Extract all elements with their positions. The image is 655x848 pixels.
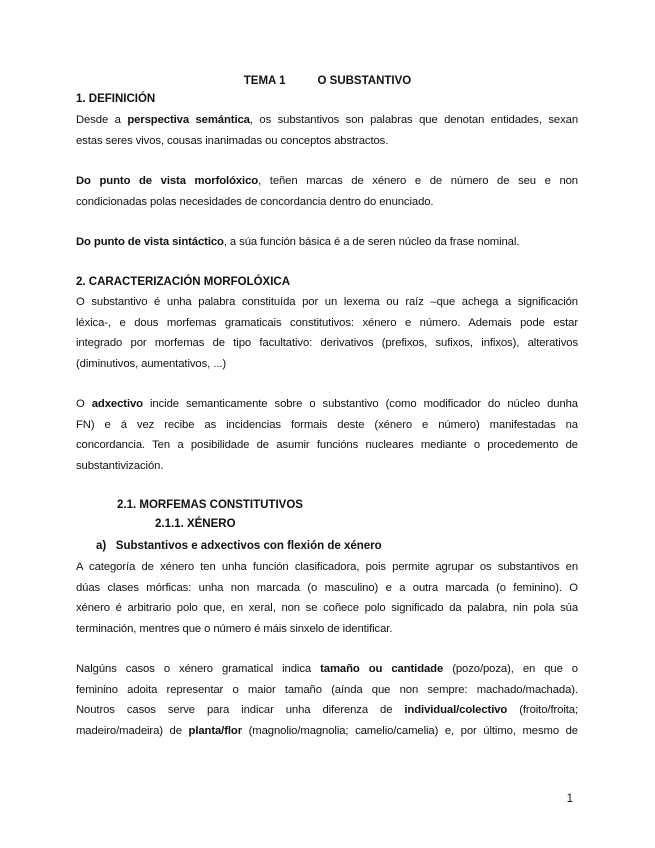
title-name: O SUBSTANTIVO xyxy=(317,75,412,87)
text-line: dúas clases mórficas: unha non marcada (o masculino) e a outra marcada (o feminino). O xyxy=(76,581,578,594)
document-title xyxy=(0,75,655,87)
text-line: O adxectivo incide semanticamente sobre o substantivo (como modificador do núcleo dunha xyxy=(76,398,578,410)
text-line: terminación, mentres que o número é máis sinxelo de identificar. xyxy=(76,622,393,635)
text-line: O substantivo é unha palabra constituída por un lexema ou raíz –que achega a significación xyxy=(76,296,578,308)
section-2-1-heading: 2.1. MORFEMAS CONSTITUTIVOS xyxy=(117,499,303,511)
title-number: TEMA 1 xyxy=(243,75,286,87)
page-number: 1 xyxy=(566,793,573,805)
text-line: madeiro/madeira) de planta/flor (magnolio/magnolia; camelio/camelia) e, por último, mesmo de xyxy=(76,724,578,737)
section-2-1-paragraph-gender xyxy=(76,557,578,639)
subsection-a-heading: a) Substantivos e adxectivos con flexión de xénero xyxy=(96,540,382,552)
section-2-paragraph-adjective xyxy=(76,394,578,476)
text-line: condicionadas polas necesidades de concordancia dentro do enunciado. xyxy=(76,195,434,208)
section-2-paragraph-substantive xyxy=(76,292,578,374)
text-line: (diminutivos, aumentativos, ...) xyxy=(76,357,226,370)
section-1-heading: 1. DEFINICIÓN xyxy=(76,93,156,105)
text-line: léxica-, e dous morfemas gramaticais constitutivos: xénero e número. Ademais pode estar xyxy=(76,316,578,329)
section-2-heading: 2. CARACTERIZACIÓN MORFOLÓXICA xyxy=(76,276,291,288)
section-1-paragraph-morphological xyxy=(76,171,578,212)
text-line: estas seres vivos, cousas inanimadas ou conceptos abstractos. xyxy=(76,134,389,147)
text-line: substantivización. xyxy=(76,459,164,472)
text-line: A categoría de xénero ten unha función clasificadora, pois permite agrupar os substantivos en xyxy=(76,561,578,573)
section-1-paragraph-semantic xyxy=(76,110,578,151)
text-line: xénero é arbitrario polo que, en xeral, non se coñece polo significado da palabra, nin pola súa xyxy=(76,602,578,614)
text-line: Noutros casos serve para indicar unha diferenza de individual/colectivo (froito/froita; xyxy=(76,704,578,716)
section-1-paragraph-syntactic xyxy=(76,232,578,253)
text-line: concordancia. Ten a posibilidade de asumir funcións nucleares mediante o procedemento de xyxy=(76,439,578,451)
text-line: Desde a perspectiva semántica, os substantivos son palabras que denotan entidades, sexan xyxy=(76,114,578,126)
text-line: Do punto de vista morfolóxico, teñen marcas de xénero e de número de seu e non xyxy=(76,175,578,187)
section-2-1-paragraph-size xyxy=(76,659,578,741)
text-line: FN) e á vez recibe as incidencias formais deste (xénero e número) manifestadas na xyxy=(76,418,578,431)
text-line: feminino adoita representar o maior tamaño (aínda que non sempre: machado/machada). xyxy=(76,683,578,696)
text-line: Do punto de vista sintáctico, a súa función básica é a de seren núcleo da frase nominal. xyxy=(76,236,520,248)
section-2-1-1-heading: 2.1.1. XÉNERO xyxy=(155,518,236,530)
text-line: Nalgúns casos o xénero gramatical indica tamaño ou cantidade (pozo/poza), en que o xyxy=(76,663,578,675)
text-line: integrado por morfemas de tipo facultativo: derivativos (prefixos, sufixos, infixos), alterativos xyxy=(76,337,578,349)
